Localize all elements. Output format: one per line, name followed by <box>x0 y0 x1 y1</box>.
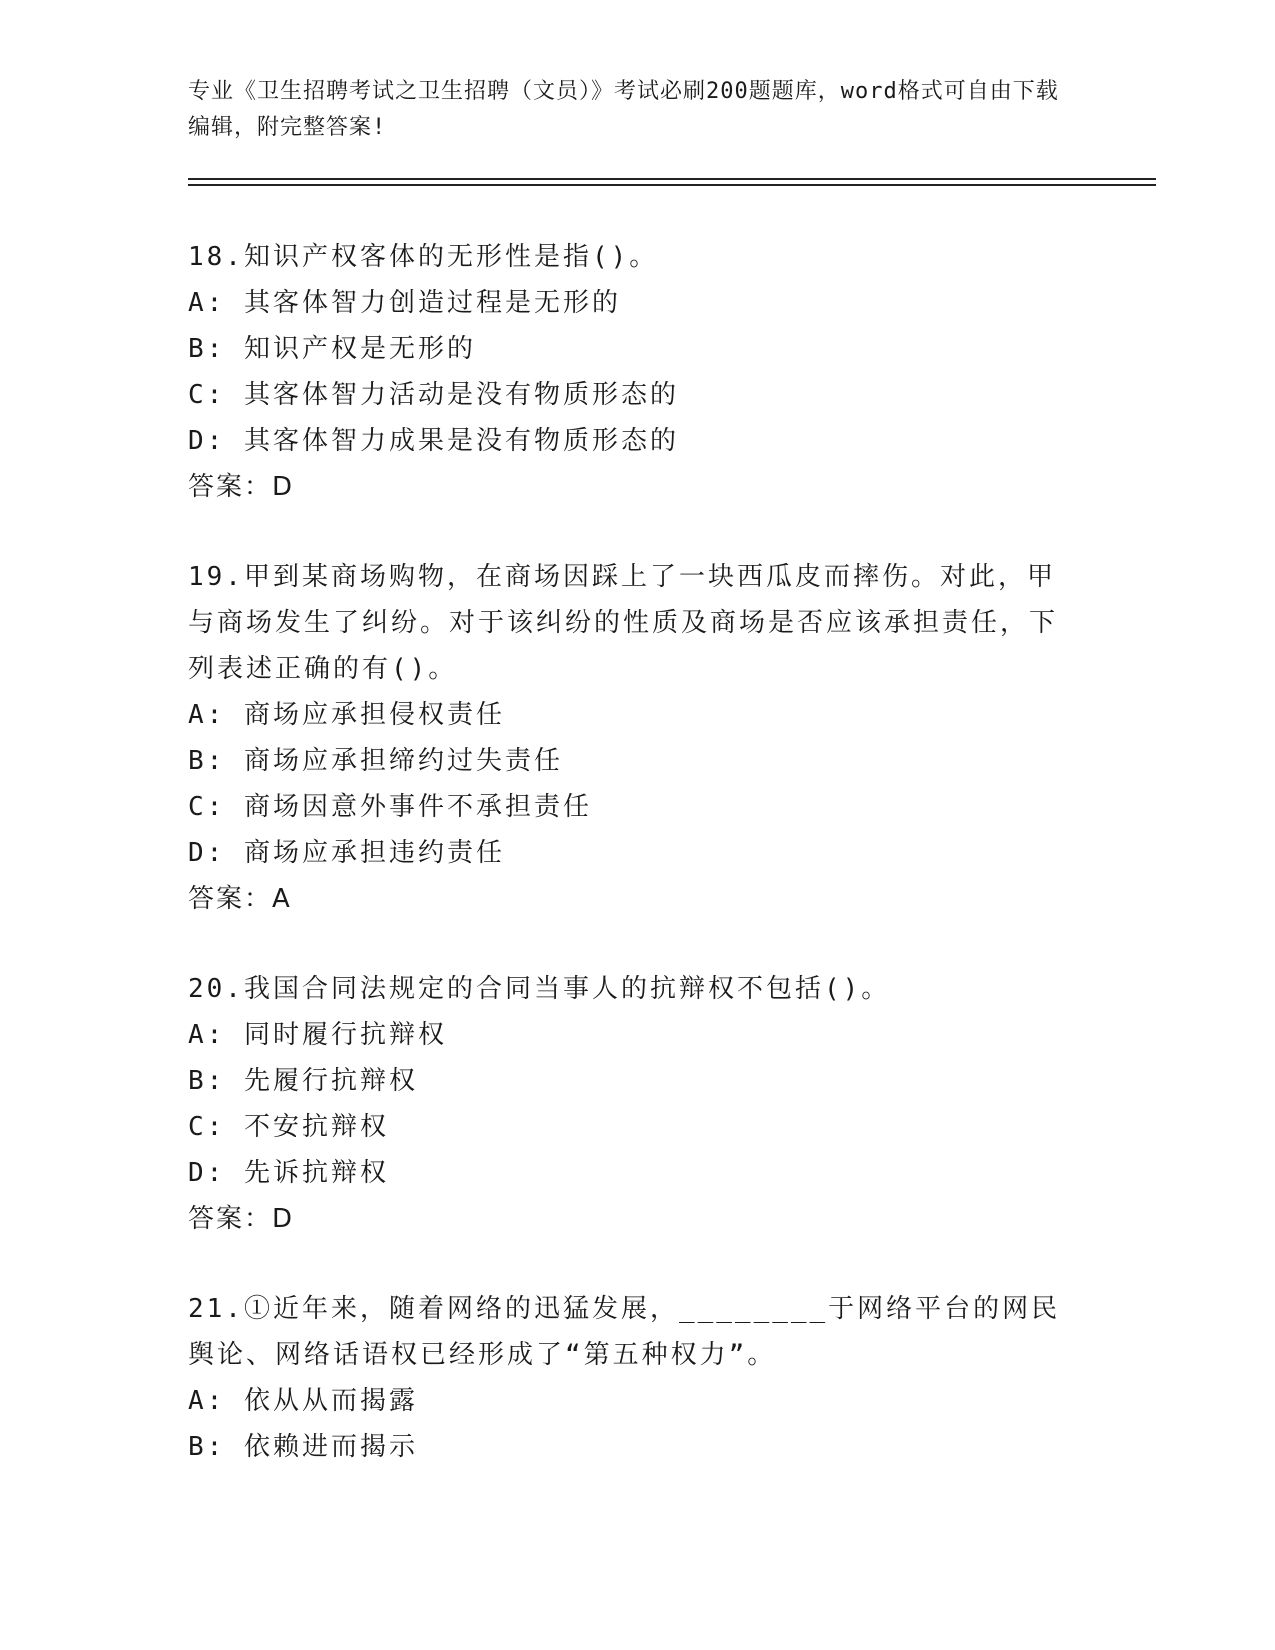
header-divider-top <box>188 178 1156 180</box>
answer-line: 答案：A <box>188 884 292 914</box>
question-stem: 21.①近年来，随着网络的迅猛发展，________于网络平台的网民舆论、网络话语权已经形成了“第五种权力”。 <box>188 1294 1061 1370</box>
option-a: A: 依从从而揭露 <box>188 1386 418 1416</box>
option-a: A: 商场应承担侵权责任 <box>188 700 505 730</box>
header-divider-bottom <box>188 184 1156 186</box>
option-c: C: 其客体智力活动是没有物质形态的 <box>188 380 679 410</box>
option-b: B: 知识产权是无形的 <box>188 334 476 364</box>
document-header: 专业《卫生招聘考试之卫生招聘（文员）》考试必刷200题题库，word格式可自由下载编辑，附完整答案! <box>188 79 1059 140</box>
answer-line: 答案：D <box>188 472 295 502</box>
question-stem: 20.我国合同法规定的合同当事人的抗辩权不包括()。 <box>188 974 891 1004</box>
option-d: D: 商场应承担违约责任 <box>188 838 505 868</box>
question-stem: 19.甲到某商场购物，在商场因踩上了一块西瓜皮而摔伤。对此，甲与商场发生了纠纷。对于该纠纷的性质及商场是否应该承担责任，下列表述正确的有()。 <box>188 562 1059 684</box>
option-b: B: 先履行抗辩权 <box>188 1066 418 1096</box>
option-c: C: 商场因意外事件不承担责任 <box>188 792 592 822</box>
option-c: C: 不安抗辩权 <box>188 1112 389 1142</box>
option-d: D: 其客体智力成果是没有物质形态的 <box>188 426 679 456</box>
option-a: A: 其客体智力创造过程是无形的 <box>188 288 621 318</box>
question-21 <box>188 1286 1088 1470</box>
question-19 <box>188 554 1088 922</box>
option-b: B: 商场应承担缔约过失责任 <box>188 746 563 776</box>
question-20 <box>188 966 1088 1242</box>
option-b: B: 依赖进而揭示 <box>188 1432 418 1462</box>
answer-line: 答案：D <box>188 1204 295 1234</box>
option-d: D: 先诉抗辩权 <box>188 1158 389 1188</box>
question-18 <box>188 234 1088 510</box>
option-a: A: 同时履行抗辩权 <box>188 1020 447 1050</box>
question-stem: 18.知识产权客体的无形性是指()。 <box>188 242 659 272</box>
